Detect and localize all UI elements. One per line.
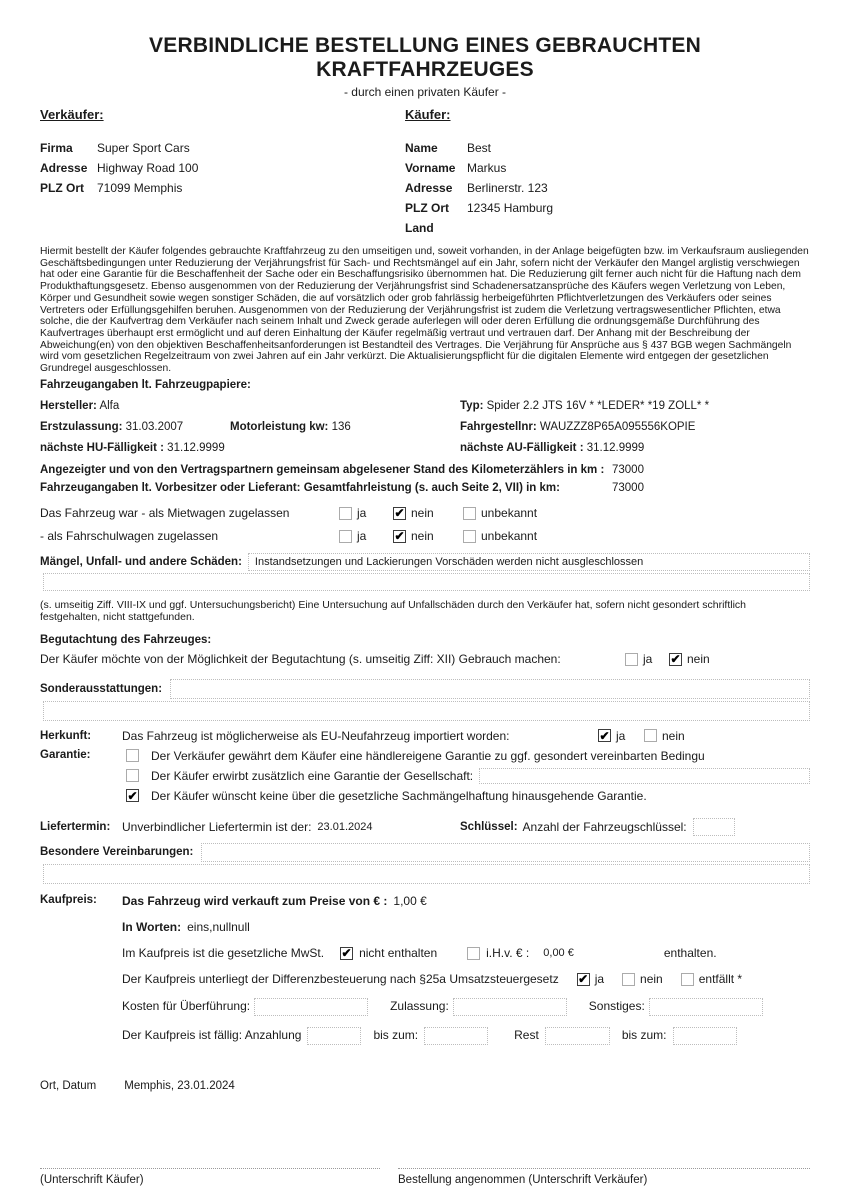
garantie-section (40, 749, 810, 808)
liefertermin-text: Unverbindlicher Liefertermin ist der: (122, 819, 312, 834)
hu-value: 31.12.9999 (167, 441, 225, 454)
begutachtung-ja-label: ja (643, 651, 653, 666)
checkbox-fahrschul-unbekannt[interactable] (463, 530, 476, 543)
differenz-entfaellt-label: entfällt * (698, 971, 743, 986)
herkunft-nein-label: nein (662, 728, 685, 743)
checkbox-fahrschul-ja[interactable] (339, 530, 352, 543)
ort-datum-value: Memphis, 23.01.2024 (124, 1079, 235, 1092)
worten-value: eins,nullnull (187, 919, 250, 934)
kilometer-row-2 (40, 481, 810, 495)
differenz-text: Der Kaufpreis unterliegt der Differenzbesteuerung nach §25a Umsatzsteuergesetz (122, 971, 559, 986)
checkbox-mwst-nicht-enthalten[interactable]: ✔ (341, 946, 352, 961)
typ-value: Spider 2.2 JTS 16V * *LEDER* *19 ZOLL* * (486, 399, 710, 412)
buyer-section (405, 107, 810, 238)
worten-row (122, 920, 810, 935)
typ-pair (460, 399, 709, 413)
checkbox-garantie-haendler[interactable] (126, 749, 139, 762)
begutachtung-text: Der Käufer möchte von der Möglichkeit der Begutachtung (s. umseitig Ziff: XII) Gebrauch machen: (40, 651, 561, 666)
checkbox-herkunft-ja[interactable]: ✔ (599, 728, 610, 743)
checkbox-differenz-entfaellt[interactable] (681, 973, 694, 986)
fahrschul-ja-label: ja (357, 528, 367, 543)
checkbox-mietwagen-nein[interactable]: ✔ (394, 506, 405, 521)
checkbox-begutachtung-ja[interactable] (625, 653, 638, 666)
signatures-section (40, 1168, 810, 1186)
buyer-plzort-row (405, 198, 810, 218)
kosten-input[interactable] (254, 998, 368, 1016)
seller-fields (40, 138, 405, 198)
mietwagen-row (40, 506, 810, 521)
kilometer-row2-value: 73000 (612, 481, 644, 494)
checkbox-garantie-keine[interactable]: ✔ (127, 788, 138, 803)
bis-zum-2-input[interactable] (673, 1027, 737, 1045)
zulassung-label: Zulassung: (390, 999, 449, 1014)
checkbox-herkunft-nein[interactable] (644, 729, 657, 742)
besondere-vereinbarungen-input[interactable] (201, 843, 810, 862)
vehicle-row-1 (40, 399, 810, 413)
checkbox-garantie-gesellschaft[interactable] (126, 769, 139, 782)
kaufpreis-section (40, 894, 810, 1056)
seller-plzort-value: 71099 Memphis (97, 181, 183, 195)
kilometer-row1-value: 73000 (612, 463, 644, 476)
erstzulassung-value: 31.03.2007 (125, 420, 184, 433)
buyer-name-label: Name (405, 141, 438, 155)
au-value: 31.12.9999 (586, 441, 645, 454)
faellig-label: Der Kaufpreis ist fällig: Anzahlung (122, 1028, 302, 1043)
maengel-input[interactable]: Instandsetzungen und Lackierungen Vorschäden werden nicht ausgleschlossen (248, 553, 810, 571)
differenz-ja-label: ja (594, 971, 605, 986)
buyer-vorname-row (405, 158, 810, 178)
mietwagen-label: Das Fahrzeug war - als Mietwagen zugelassen (40, 505, 290, 520)
mwst-row (122, 946, 810, 961)
besondere-vereinbarungen-row (40, 843, 810, 862)
au-pair (460, 441, 644, 455)
begutachtung-row (40, 652, 810, 667)
bis-zum-2-label: bis zum: (621, 1028, 667, 1043)
motorleistung-pair (230, 420, 351, 434)
mwst-ihv-label: i.H.v. € : (486, 945, 530, 960)
typ-label: Typ: (460, 399, 484, 412)
hersteller-value: Alfa (99, 399, 120, 412)
motorleistung-label: Motorleistung kw: (230, 420, 329, 433)
checkbox-begutachtung-nein[interactable]: ✔ (670, 652, 681, 667)
zulassung-input[interactable] (453, 998, 567, 1016)
page-title: VERBINDLICHE BESTELLUNG EINES GEBRAUCHTEN KRAFTFAHRZEUGES (149, 34, 701, 81)
erstzulassung-label: Erstzulassung: (40, 420, 123, 433)
mwst-ihv-value: 0,00 € (543, 946, 574, 959)
sonderausstattungen-row (40, 679, 810, 699)
seller-plzort-label: PLZ Ort (40, 181, 84, 195)
preis-label: Das Fahrzeug wird verkauft zum Preise von € : (122, 893, 388, 908)
mietwagen-unbekannt-label: unbekannt (481, 505, 538, 520)
begutachtung-nein-label: nein (687, 651, 710, 666)
buyer-plzort-value: 12345 Hamburg (467, 201, 554, 215)
garantie-row3-text: Der Käufer wünscht keine über die gesetzliche Sachmängelhaftung hinausgehende Garantie. (151, 788, 647, 803)
motorleistung-value: 136 (331, 420, 351, 433)
herkunft-row (40, 729, 810, 743)
worten-label: In Worten: (122, 919, 182, 934)
faellig-row (122, 1027, 810, 1045)
checkbox-fahrschul-nein[interactable]: ✔ (394, 529, 405, 544)
fahrschulwagen-label: - als Fahrschulwagen zugelassen (40, 528, 219, 543)
buyer-land-label: Land (405, 221, 434, 235)
legal-paragraph: Hiermit bestellt der Käufer folgendes gebrauchte Kraftfahrzeug zu den umseitigen und, soweit vorhanden, in der Anlage beigefügten bzw. im Verkaufsraum ausliegenden Geschäftsbedingungen unter Reduzierung der Verjährungsfrist für Sach- und Rechtsmängel auf ein Jahr, sofern nicht der Verkäufer den Mangel arglistig verschwiegen hat oder eine Garantie für die Beschaffenheit der Sache oder ein Beschaffungsrisiko übernommen hat. Die Reduzierung gilt ferner auch nicht für die Haftung nach dem Produkthaftungsgesetz. Ebenso ausgenommen von der Reduzierung der Verjährungsfrist sind Schadenersatzansprüche des Käufers wegen Verletzung von Leben, Körper und Gesundheit sowie wegen sonstiger Schäden, die auf vorsätzlich oder grob fahrlässig herbeigeführten Pflichtverletzungen des Verkäufers oder seines Vertreters oder Erfüllungsgehilfen beruhen. Ausgenommen von der Reduzierung der Verjährungsfrist ist zudem die Verletzung vertragswesentlicher Pflichten, etwa solche, die der Kaufvertrag dem Verkäufer nach seinem Inhalt und Zweck gerade auferlegen will oder deren Erfüllung die ordnungsgemäße Durchführung des Kaufvertrages überhaupt erst ermöglicht und auf deren Einhaltung der Käufer regelmäßig vertraut und vertrauen darf. Der Anhang mit der Beschreibung der Abweichung(en) von den objektiven Beschaffenheitsanforderungen ist Bestandteil des Vertrages. Die Verjährung für Ansprüche aus § 437 BGB wegen Sachmängeln wird vom gesetzlichen Regelzeitraum von zwei Jahren auf ein Jahr verkürzt. Die Aktualisierungspflicht für die digitalen Elemente wird entgegen der gesetzlichen Grundregel ausgeschlossen. (40, 246, 809, 375)
buyer-vorname-label: Vorname (405, 161, 456, 175)
seller-adresse-label: Adresse (40, 161, 88, 175)
garantie-gesellschaft-input[interactable] (479, 768, 810, 784)
herkunft-text: Das Fahrzeug ist möglicherweise als EU-Neufahrzeug importiert worden: (122, 728, 510, 743)
vehicle-row-2 (40, 420, 810, 434)
seller-adresse-value: Highway Road 100 (97, 161, 199, 175)
buyer-adresse-label: Adresse (405, 181, 453, 195)
buyer-name-value: Best (467, 141, 492, 155)
kilometer-row2-label: Fahrzeugangaben lt. Vorbesitzer oder Lieferant: Gesamtfahrleistung (s. auch Seite 2, VII) in km: (40, 481, 560, 494)
signature-seller-caption: Bestellung angenommen (Unterschrift Verkäufer) (398, 1173, 648, 1186)
differenz-nein-label: nein (640, 971, 663, 986)
liefertermin-row (40, 817, 810, 837)
checkbox-differenz-nein[interactable] (622, 973, 635, 986)
hersteller-label: Hersteller: (40, 399, 97, 412)
kosten-label: Kosten für Überführung: (122, 999, 251, 1014)
signature-spacer (380, 1168, 398, 1186)
schluessel-input[interactable] (693, 818, 735, 836)
buyer-adresse-row (405, 178, 810, 198)
buyer-fields (405, 138, 810, 238)
vehicle-row-3 (40, 441, 810, 455)
besondere-vereinbarungen-label: Besondere Vereinbarungen: (40, 846, 194, 859)
besondere-vereinbarungen-input-2[interactable] (43, 864, 810, 884)
garantie-row2-text: Der Käufer erwirbt zusätzlich eine Garantie der Gesellschaft: (151, 768, 474, 783)
ort-datum-label: Ort, Datum (40, 1079, 97, 1092)
seller-firma-value: Super Sport Cars (97, 141, 190, 155)
kilometer-row-1 (40, 463, 810, 477)
signature-buyer-caption: (Unterschrift Käufer) (40, 1173, 144, 1186)
maengel-label: Mängel, Unfall- und andere Schäden: (40, 555, 242, 568)
sonderausstattungen-input-2[interactable] (43, 701, 810, 721)
liefertermin-date: 23.01.2024 (317, 820, 373, 833)
checkbox-differenz-ja[interactable]: ✔ (578, 972, 589, 987)
garantie-row1-text: Der Verkäufer gewährt dem Käufer eine händlereigene Garantie zu ggf. gesondert vereinbarten Bedingu (151, 748, 705, 763)
differenzbesteuerung-row (122, 972, 810, 987)
hu-pair (40, 441, 225, 455)
checkbox-mietwagen-unbekannt[interactable] (463, 507, 476, 520)
buyer-vorname-value: Markus (467, 161, 507, 175)
buyer-adresse-value: Berlinerstr. 123 (467, 181, 548, 195)
mwst-text: Im Kaufpreis ist die gesetzliche MwSt. (122, 945, 325, 960)
sonstiges-input[interactable] (649, 998, 763, 1016)
bis-zum-1-input[interactable] (424, 1027, 488, 1045)
vehicle-section-heading: Fahrzeugangaben lt. Fahrzeugpapiere: (40, 378, 251, 391)
anzahlung-input[interactable] (307, 1027, 361, 1045)
seller-heading: Verkäufer: (40, 107, 104, 122)
begutachtung-heading: Begutachtung des Fahrzeuges: (40, 633, 212, 646)
buyer-name-row (405, 138, 810, 158)
rest-label: Rest (514, 1028, 539, 1043)
liefertermin-label: Liefertermin: (40, 820, 111, 833)
hersteller-pair (40, 399, 119, 413)
maengel-input-2[interactable] (43, 573, 810, 591)
seller-firma-label: Firma (40, 141, 73, 155)
buyer-plzort-label: PLZ Ort (405, 201, 449, 215)
herkunft-label: Herkunft: (40, 729, 92, 742)
erstzulassung-pair (40, 420, 230, 434)
mwst-nicht-label: nicht enthalten (359, 945, 438, 960)
page-subtitle: - durch einen privaten Käufer - (343, 85, 507, 99)
bis-zum-1-label: bis zum: (373, 1028, 419, 1043)
kaufpreis-label: Kaufpreis: (40, 893, 97, 906)
sonderausstattungen-input[interactable] (170, 679, 810, 699)
fahrschulwagen-row (40, 529, 810, 544)
schluessel-label: Schlüssel: (460, 820, 518, 833)
seller-adresse-row (40, 158, 405, 178)
garantie-label: Garantie: (40, 748, 91, 761)
seller-plzort-row (40, 178, 405, 198)
ort-datum-row (40, 1080, 810, 1092)
signature-buyer (40, 1168, 380, 1186)
signature-seller (398, 1168, 810, 1186)
herkunft-ja-label: ja (616, 728, 626, 743)
kilometer-row1-label: Angezeigter und von den Vertragspartnern gemeinsam abgelesener Stand des Kilometerzählers in km : (40, 463, 605, 476)
sonderausstattungen-label: Sonderausstattungen: (40, 682, 163, 695)
garantie-row-1 (122, 749, 810, 763)
maengel-row (40, 553, 810, 571)
garantie-row-2 (122, 768, 810, 784)
seller-firma-row (40, 138, 405, 158)
checkbox-mwst-ihv[interactable] (467, 947, 480, 960)
parties-section (40, 107, 810, 238)
fahrschul-nein-label: nein (411, 528, 434, 543)
untersuchung-note: (s. umseitig Ziff. VIII-IX und ggf. Untersuchungsbericht) Eine Untersuchung auf Unfallschäden durch den Verkäufer hat, sofern nicht gesondert schriftlich festgehalten, nicht stattgefunden. (40, 598, 747, 624)
au-label: nächste AU-Fälligkeit : (460, 441, 584, 454)
mietwagen-ja-label: ja (357, 505, 367, 520)
garantie-row-3 (122, 789, 810, 803)
preis-row (122, 894, 810, 909)
schluessel-text: Anzahl der Fahrzeugschlüssel: (522, 819, 687, 834)
fahrgestellnr-pair (460, 420, 695, 434)
mwst-suffix: enthalten. (663, 945, 717, 960)
fahrgestellnr-label: Fahrgestellnr: (460, 420, 537, 433)
mietwagen-nein-label: nein (411, 505, 434, 520)
fahrschul-unbekannt-label: unbekannt (481, 528, 538, 543)
sonstiges-label: Sonstiges: (588, 999, 645, 1014)
hu-label: nächste HU-Fälligkeit : (40, 441, 164, 454)
seller-section (40, 107, 405, 238)
kosten-row (122, 998, 810, 1016)
schluessel-group (460, 818, 735, 836)
buyer-land-row (405, 218, 810, 238)
preis-value: 1,00 € (393, 893, 427, 908)
fahrgestellnr-value: WAUZZZ8P65A095556KOPIE (539, 420, 696, 433)
rest-input[interactable] (545, 1027, 610, 1045)
buyer-heading: Käufer: (405, 107, 451, 122)
checkbox-mietwagen-ja[interactable] (339, 507, 352, 520)
